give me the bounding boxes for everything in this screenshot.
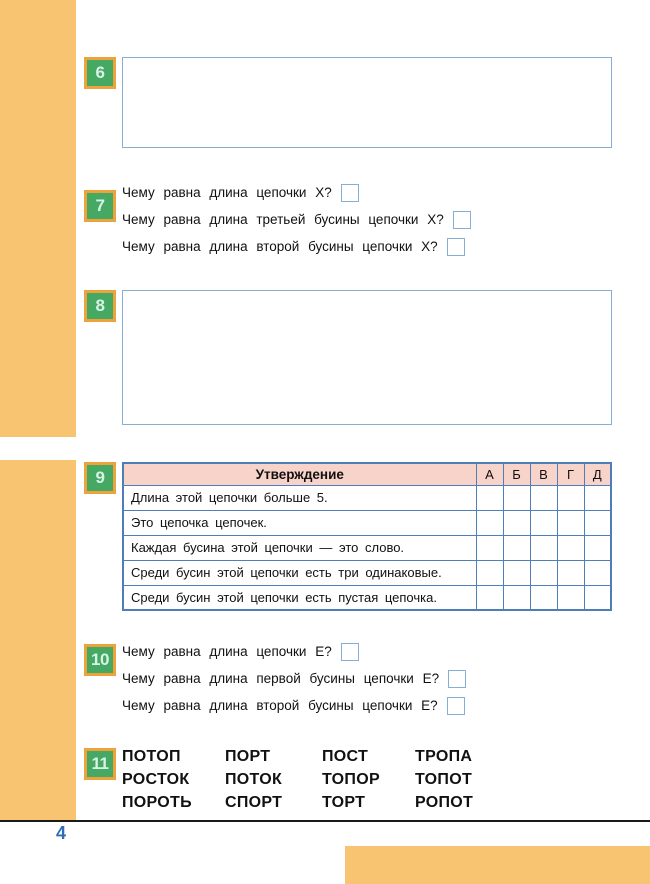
word-item: ПОТОП [122, 748, 181, 765]
table-answer-cell[interactable] [557, 560, 584, 585]
table-col-header: В [530, 463, 557, 485]
statement-text: Это цепочка цепочек. [123, 510, 476, 535]
question-row [122, 692, 466, 719]
statement-text: Длина этой цепочки больше 5. [123, 485, 476, 510]
statement-text: Каждая бусина этой цепочки — это слово. [123, 535, 476, 560]
table-row [123, 585, 611, 610]
question-row [122, 206, 471, 233]
table-answer-cell[interactable] [584, 535, 611, 560]
task-8-answer-area[interactable] [122, 290, 612, 425]
table-header-statement: Утверждение [123, 463, 476, 485]
question-text: Чему равна длина второй бусины цепочки Х? [122, 239, 438, 254]
word-item: ПОСТ [322, 748, 369, 765]
word-item: ТРОПА [415, 748, 473, 765]
answer-box[interactable] [447, 238, 465, 256]
task-10-badge [84, 644, 116, 676]
left-margin-band-bottom [0, 460, 76, 821]
table-answer-cell[interactable] [584, 585, 611, 610]
task-6-number: 6 [95, 63, 105, 82]
table-col-header: Г [557, 463, 584, 485]
answer-box[interactable] [341, 643, 359, 661]
task-6-answer-area[interactable] [122, 57, 612, 148]
word-item: ТОРТ [322, 794, 366, 811]
word-item: РОСТОК [122, 771, 190, 788]
task-6-badge [84, 57, 116, 89]
answer-box[interactable] [453, 211, 471, 229]
task-8-badge [84, 290, 116, 322]
statements-table [122, 462, 612, 611]
task-9-badge [84, 462, 116, 494]
word-item: СПОРТ [225, 794, 283, 811]
table-answer-cell[interactable] [530, 535, 557, 560]
table-answer-cell[interactable] [476, 510, 503, 535]
table-answer-cell[interactable] [557, 510, 584, 535]
task-11-word-list [122, 745, 473, 814]
question-row [122, 233, 471, 260]
question-text: Чему равна длина первой бусины цепочки Е? [122, 671, 440, 686]
question-row [122, 638, 466, 665]
table-answer-cell[interactable] [503, 585, 530, 610]
table-header-row [123, 463, 611, 485]
table-col-header: Б [503, 463, 530, 485]
question-text: Чему равна длина второй бусины цепочки Е? [122, 698, 438, 713]
table-answer-cell[interactable] [530, 510, 557, 535]
table-row [123, 485, 611, 510]
table-answer-cell[interactable] [584, 560, 611, 585]
question-text: Чему равна длина цепочки Е? [122, 644, 332, 659]
table-row [123, 560, 611, 585]
task-8-number: 8 [95, 296, 105, 315]
table-answer-cell[interactable] [476, 560, 503, 585]
table-row [123, 510, 611, 535]
bottom-right-band [345, 846, 650, 884]
question-text: Чему равна длина цепочки Х? [122, 185, 332, 200]
word-item: ПОТОК [225, 771, 283, 788]
table-answer-cell[interactable] [557, 485, 584, 510]
table-answer-cell[interactable] [503, 560, 530, 585]
word-item: ПОРТ [225, 748, 271, 765]
table-row [123, 535, 611, 560]
table-answer-cell[interactable] [476, 535, 503, 560]
table-answer-cell[interactable] [530, 585, 557, 610]
word-item: ТОПОР [322, 771, 380, 788]
question-row [122, 179, 471, 206]
table-answer-cell[interactable] [503, 485, 530, 510]
task-9-number: 9 [95, 468, 105, 487]
task-11-badge [84, 748, 116, 780]
task-7-number: 7 [95, 196, 105, 215]
answer-box[interactable] [341, 184, 359, 202]
table-col-header: Д [584, 463, 611, 485]
task-7-badge [84, 190, 116, 222]
table-answer-cell[interactable] [557, 585, 584, 610]
question-row [122, 665, 466, 692]
table-answer-cell[interactable] [503, 535, 530, 560]
table-answer-cell[interactable] [530, 560, 557, 585]
statement-text: Среди бусин этой цепочки есть пустая цепочка. [123, 585, 476, 610]
table-answer-cell[interactable] [557, 535, 584, 560]
table-answer-cell[interactable] [503, 510, 530, 535]
table-answer-cell[interactable] [476, 485, 503, 510]
table-col-header: А [476, 463, 503, 485]
left-margin-band-top [0, 0, 76, 437]
answer-box[interactable] [447, 697, 465, 715]
page-number: 4 [56, 823, 67, 843]
statement-text: Среди бусин этой цепочки есть три одинаковые. [123, 560, 476, 585]
task-10-number: 10 [91, 650, 109, 669]
table-answer-cell[interactable] [530, 485, 557, 510]
word-item: ПОРОТЬ [122, 794, 192, 811]
word-item: РОПОТ [415, 794, 474, 811]
task-11-number: 11 [91, 754, 109, 773]
answer-box[interactable] [448, 670, 466, 688]
table-answer-cell[interactable] [476, 585, 503, 610]
table-answer-cell[interactable] [584, 485, 611, 510]
footer-divider [0, 820, 650, 822]
question-text: Чему равна длина третьей бусины цепочки Х? [122, 212, 444, 227]
word-item: ТОПОТ [415, 771, 473, 788]
task-7-questions [122, 179, 471, 260]
task-10-questions [122, 638, 466, 719]
table-answer-cell[interactable] [584, 510, 611, 535]
